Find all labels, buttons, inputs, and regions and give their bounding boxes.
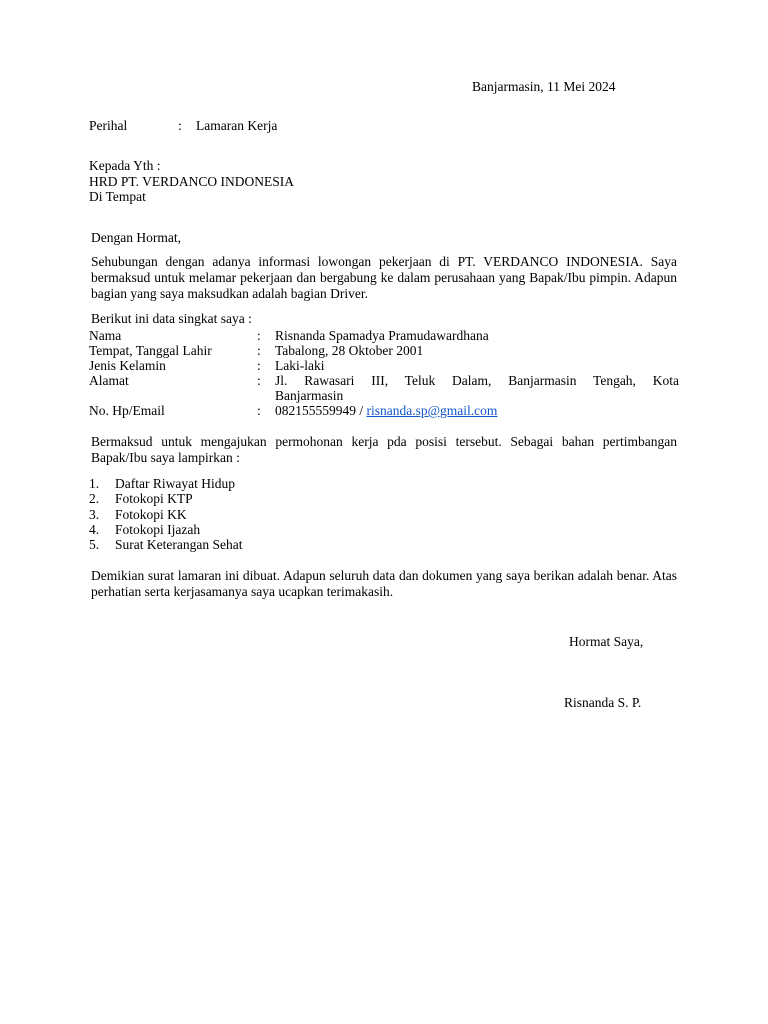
data-label: Jenis Kelamin	[89, 358, 166, 373]
email-link[interactable]: risnanda.sp@gmail.com	[366, 403, 498, 418]
list-item	[89, 537, 242, 552]
data-colon: :	[257, 328, 261, 343]
list-item	[89, 522, 242, 537]
data-colon: :	[257, 373, 261, 388]
subject-line	[89, 118, 277, 133]
data-value: Risnanda Spamadya Pramudawardhana	[275, 328, 489, 343]
request-paragraph: Bermaksud untuk mengajukan permohonan kerja pda posisi tersebut. Sebagai bahan pertimbangan Bapak/Ibu saya lampirkan :	[91, 434, 677, 465]
data-value-address	[275, 373, 679, 403]
data-value: Tabalong, 28 Oktober 2001	[275, 343, 424, 358]
recipient-block	[89, 158, 294, 205]
address-line-1: Jl. Rawasari III, Teluk Dalam, Banjarmasin Tengah, Kota	[275, 373, 679, 388]
data-row-gender	[89, 358, 679, 373]
data-label: Nama	[89, 328, 122, 343]
list-number: 5.	[89, 537, 100, 553]
closing-paragraph: Demikian surat lamaran ini dibuat. Adapun seluruh data dan dokumen yang saya berikan adalah benar. Atas perhatian serta kerjasamanya saya ucapkan terimakasih.	[91, 568, 677, 599]
data-row-contact	[89, 403, 679, 418]
data-colon: :	[257, 358, 261, 373]
opening-paragraph: Sehubungan dengan adanya informasi lowongan pekerjaan di PT. VERDANCO INDONESIA. Saya bermaksud untuk melamar pekerjaan dan bergabung ke dalam perusahaan yang Bapak/Ibu pimpin. Adapun bagian yang saya maksudkan adalah bagian Driver.	[91, 254, 677, 301]
personal-data-table	[89, 328, 679, 418]
data-colon: :	[257, 403, 261, 418]
list-number: 1.	[89, 476, 100, 491]
data-row-name	[89, 328, 679, 343]
subject-value: Lamaran Kerja	[196, 118, 278, 133]
list-item	[89, 476, 242, 491]
list-number: 2.	[89, 491, 100, 507]
list-number: 4.	[89, 521, 100, 537]
salutation: Dengan Hormat,	[91, 230, 181, 245]
list-text: Fotokopi KK	[115, 506, 187, 522]
recipient-line-3: Di Tempat	[89, 189, 146, 204]
list-number: 3.	[89, 506, 100, 522]
list-text: Fotokopi Ijazah	[115, 521, 201, 537]
data-intro: Berikut ini data singkat saya :	[91, 311, 252, 326]
list-item	[89, 507, 242, 522]
list-text: Daftar Riwayat Hidup	[115, 476, 235, 491]
subject-colon: :	[178, 118, 182, 133]
data-label: No. Hp/Email	[89, 403, 165, 418]
data-label: Alamat	[89, 373, 129, 388]
subject-label: Perihal	[89, 118, 128, 133]
address-line-2: Banjarmasin	[275, 388, 344, 403]
attachment-list	[89, 476, 242, 552]
closing-greeting: Hormat Saya,	[569, 634, 644, 649]
data-label: Tempat, Tanggal Lahir	[89, 343, 212, 358]
list-text: Fotokopi KTP	[115, 491, 193, 507]
recipient-line-2: HRD PT. VERDANCO INDONESIA	[89, 173, 295, 189]
list-item	[89, 491, 242, 506]
data-value-contact	[275, 403, 679, 418]
data-row-address	[89, 373, 679, 403]
data-row-birth	[89, 343, 679, 358]
list-text: Surat Keterangan Sehat	[115, 537, 243, 553]
phone-number: 082155559949 /	[275, 403, 367, 418]
data-value: Laki-laki	[275, 358, 325, 373]
recipient-line-1: Kepada Yth :	[89, 158, 161, 173]
signature-name: Risnanda S. P.	[564, 695, 642, 710]
data-colon: :	[257, 343, 261, 358]
letter-date: Banjarmasin, 11 Mei 2024	[472, 79, 616, 94]
